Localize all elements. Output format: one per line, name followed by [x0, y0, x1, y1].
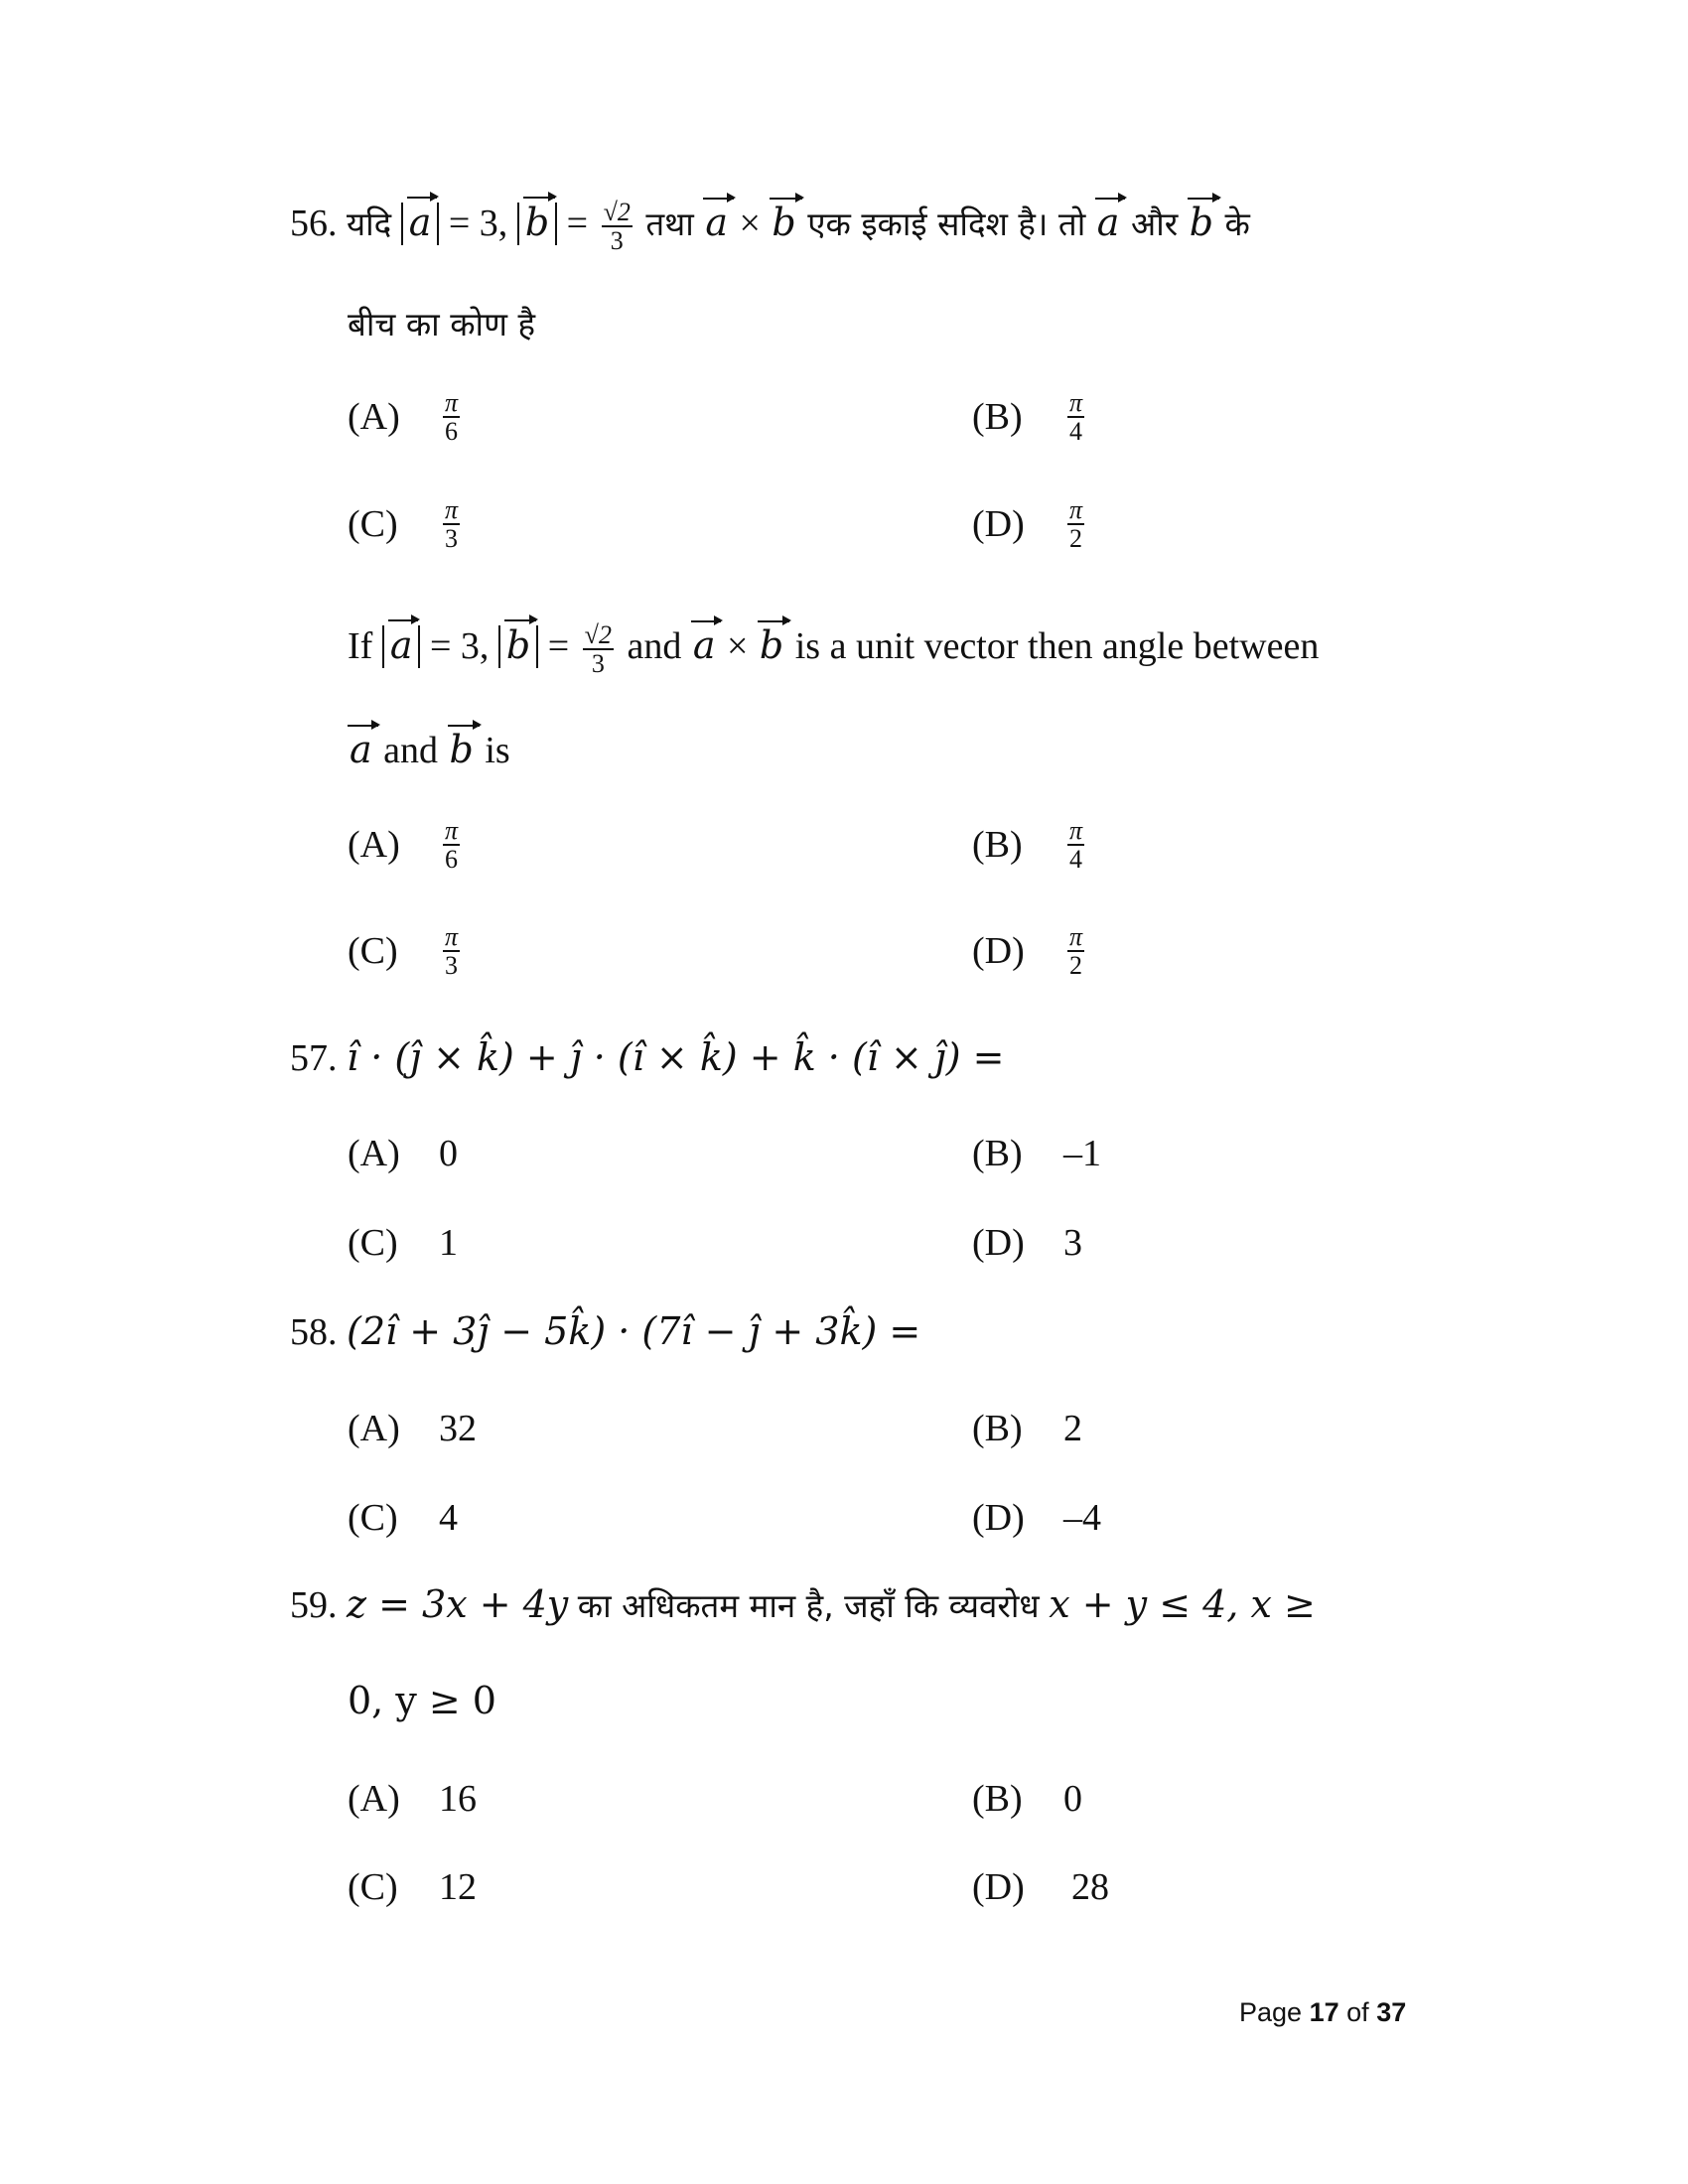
page-number: Page 17 of 37 [1239, 1997, 1407, 2027]
option-57-b[interactable]: (B) –1 [972, 1133, 1101, 1174]
fraction-root2-over-3: $\frac{√2}{3}$ [603, 198, 631, 256]
question-59-line2: 0, y ≥ 0 [348, 1679, 496, 1722]
option-57-c[interactable]: (C) 1 [348, 1222, 458, 1264]
option-59-d[interactable]: (D) 28 [972, 1866, 1109, 1908]
option-56-english-c[interactable]: (C) $\frac{\pi}{3}$ [348, 922, 459, 981]
question-number: 56. [290, 203, 338, 245]
option-57-a[interactable]: (A) 0 [348, 1133, 458, 1174]
option-56-hindi-a[interactable]: (A) $\frac{\pi}{6}$ [348, 388, 459, 447]
question-56-english-line1: If a = 3, b = $\frac{√2}{3}$ and a × b is a unit vector then angle between [348, 620, 1320, 679]
option-59-a[interactable]: (A) 16 [348, 1778, 477, 1820]
option-56-english-a[interactable]: (A) $\frac{\pi}{6}$ [348, 816, 459, 875]
option-56-english-d[interactable]: (D) $\frac{\pi}{2}$ [972, 922, 1083, 981]
question-number: 58. [290, 1311, 338, 1353]
option-58-b[interactable]: (B) 2 [972, 1408, 1082, 1449]
magnitude-b: b [517, 203, 557, 245]
option-56-english-b[interactable]: (B) $\frac{\pi}{4}$ [972, 816, 1083, 875]
magnitude-a: a [401, 203, 440, 245]
option-58-a[interactable]: (A) 32 [348, 1408, 477, 1449]
question-59-line1: 59. z = 3x + 4y का अधिकतम मान है, जहाँ कि व्यवरोध x + y ≤ 4, x ≥ [290, 1582, 1316, 1626]
question-57 [290, 1035, 1005, 1079]
question-expression: î · (ĵ × k̂) + ĵ · (î × k̂) + k̂ · (î × ĵ) = [347, 1035, 1005, 1079]
question-expression: (2î + 3ĵ − 5k̂) · (7î − ĵ + 3k̂) = [347, 1309, 921, 1353]
question-58 [290, 1309, 921, 1353]
question-number: 59. [290, 1584, 338, 1626]
question-56-hindi-line1: 56. यदि a = 3, b = $\frac{√2}{3}$ तथा a × b एक इकाई सदिश है। तो a और b के [290, 198, 1250, 256]
option-58-d[interactable]: (D) –4 [972, 1497, 1101, 1539]
option-57-d[interactable]: (D) 3 [972, 1222, 1082, 1264]
question-56-english-line2: a and b is [350, 728, 510, 771]
option-56-hindi-d[interactable]: (D) $\frac{\pi}{2}$ [972, 495, 1083, 554]
option-58-c[interactable]: (C) 4 [348, 1497, 458, 1539]
option-56-hindi-c[interactable]: (C) $\frac{\pi}{3}$ [348, 495, 459, 554]
option-59-c[interactable]: (C) 12 [348, 1866, 477, 1908]
question-number: 57. [290, 1037, 338, 1079]
option-56-hindi-b[interactable]: (B) $\frac{\pi}{4}$ [972, 388, 1083, 447]
option-59-b[interactable]: (B) 0 [972, 1778, 1082, 1820]
question-56-hindi-line2: बीच का कोण है [348, 305, 535, 343]
